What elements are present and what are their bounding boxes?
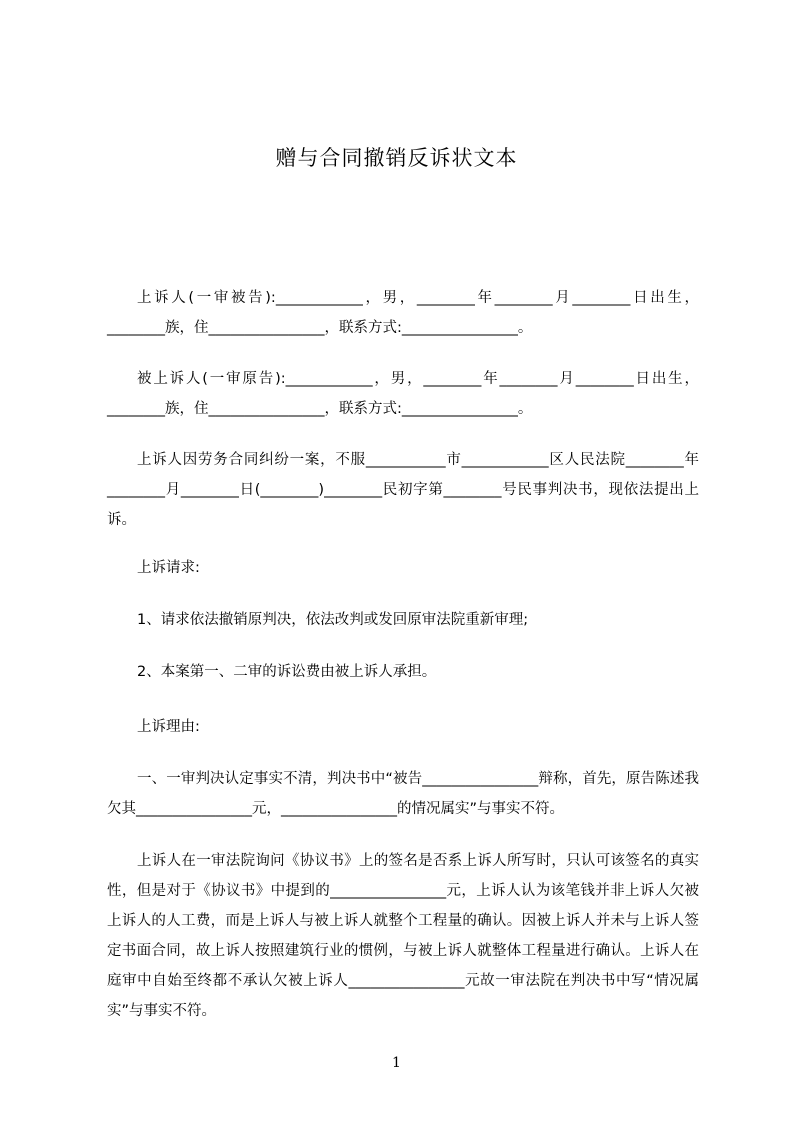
reason-1-detail: 上诉人在一审法院询问《协议书》上的签名是否系上诉人所写时，只认可该签名的真实性，但是对于《协议书》中提到的________________元，上诉人认为该笔钱并非上诉人欠被上诉人的人工费，而是上诉人与被上诉人就整个工程量的确认。因被上诉人并未与上诉人签定书面合同，故上诉人按照建筑行业的惯例，与被上诉人就整体工程量进行确认。上诉人在庭审中自始至终都不承认欠被上诉人________________元故一审法院在判决书中写“情况属实”与事实不符。 [107,853,699,1019]
appeal-requests-heading: 上诉请求: [137,560,200,576]
appeal-reasons-heading: 上诉理由: [137,719,200,735]
appellant-info: 上诉人(一审被告):____________，男，________年________月________日出生，________族，住________________，联系方式:________________。 [107,290,699,336]
page-number: 1 [392,1055,401,1071]
appeal-statement: 上诉人因劳务合同纠纷一案，不服___________市____________区人民法院________年________月________日(________)________民初字第________号民事判决书，现依法提出上诉。 [107,452,699,528]
appeal-request-2: 2、本案第一、二审的诉讼费由被上诉人承担。 [137,664,437,680]
document-title: 赠与合同撤销反诉状文本 [275,146,518,170]
reason-1: 一、一审判决认定事实不清，判决书中“被告________________辩称，首先，原告陈述我欠其________________元，________________的情况属实”与事实不符。 [107,771,699,817]
appeal-request-1: 1、请求依法撤销原判决，依法改判或发回原审法院重新审理; [137,612,529,628]
appellee-info: 被上诉人(一审原告):____________，男，________年________月________日出生，________族，住________________，联系方式:________________。 [107,371,699,417]
